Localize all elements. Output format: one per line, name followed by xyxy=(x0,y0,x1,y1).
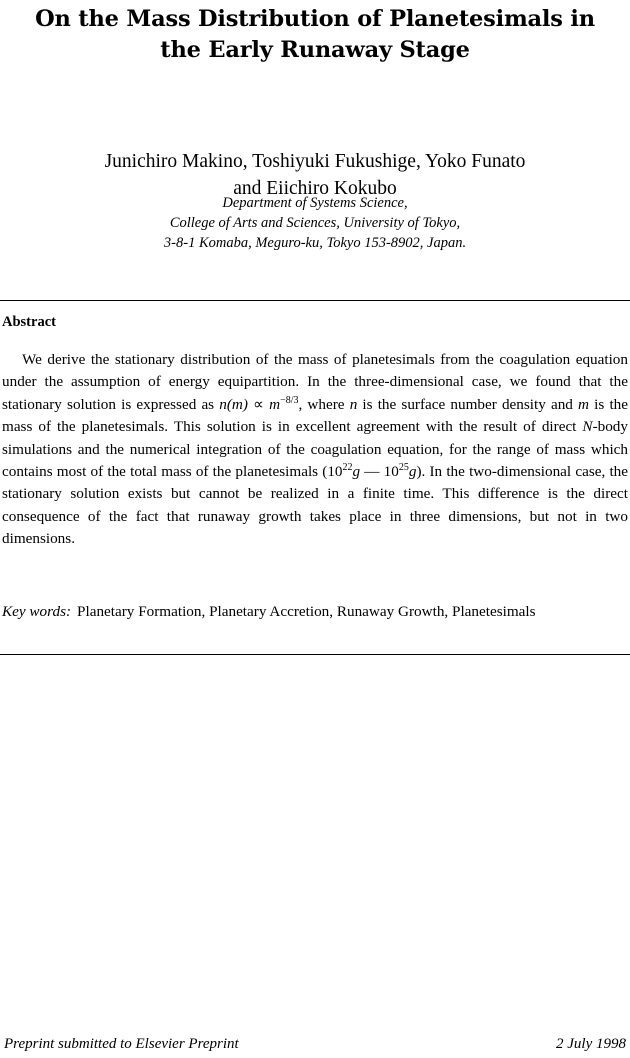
keywords-label: Key words: xyxy=(2,603,72,620)
abstract-text: — 10 xyxy=(360,463,399,481)
title-line-2: the Early Runaway Stage xyxy=(160,37,470,63)
paper-title xyxy=(0,4,630,66)
variable: m xyxy=(578,395,590,413)
variable: n xyxy=(349,395,358,413)
abstract-heading: Abstract xyxy=(2,314,56,330)
keywords xyxy=(2,601,628,623)
footer xyxy=(4,1036,626,1053)
title-line-1: On the Mass Distribution of Planetesimals in xyxy=(35,6,595,32)
top-rule xyxy=(0,300,630,301)
abstract-text: is the surface number density and xyxy=(357,395,579,413)
bottom-rule xyxy=(0,654,630,655)
footer-date: 2 July 1998 xyxy=(556,1036,626,1052)
abstract-text: We derive the stationary distribution of the mass of planetesimals from the coagulation equation under the assumption of energy equipartition. In the three-dimensional case, we found that the stationary solution is expressed as xyxy=(2,351,628,413)
abstract-text: ). In the two-dimensional case, the stationary solution exists but cannot be realized in a finite time. This difference is the direct consequence of the fact that runaway growth takes place in three dimensions, but not in two dimensions. xyxy=(2,463,629,548)
footer-left: Preprint submitted to Elsevier Preprint xyxy=(4,1036,239,1052)
abstract-body xyxy=(2,349,628,551)
exponent: 22 xyxy=(342,461,353,473)
variable: N xyxy=(582,418,593,436)
authors-line-1: Junichiro Makino, Toshiyuki Fukushige, Yoko Funato xyxy=(104,151,526,172)
exponent: −8/3 xyxy=(280,394,299,406)
formula: m xyxy=(269,395,281,413)
abstract-text: , where xyxy=(298,395,350,413)
abstract-text: -body simulations and the numerical integration of the coagulation equation, for the range of mass which contains most of the total mass of the planetesimals (10 xyxy=(2,418,628,481)
affiliation-line-2: College of Arts and Sciences, University of Tokyo, xyxy=(169,215,461,231)
unit: g xyxy=(408,463,417,481)
exponent: 25 xyxy=(398,461,409,473)
unit: g xyxy=(352,463,361,481)
formula: n(m) xyxy=(219,395,248,413)
affiliation xyxy=(0,193,630,253)
authors-line-2: and Eiichiro Kokubo xyxy=(233,178,397,199)
affiliation-line-3: 3-8-1 Komaba, Meguro-ku, Tokyo 153-8902, Japan. xyxy=(163,235,467,251)
affiliation-line-1: Department of Systems Science, xyxy=(222,195,408,211)
abstract-text: is the mass of the planetesimals. This solution is in excellent agreement with the result of direct xyxy=(2,395,628,436)
proportional-symbol: ∝ xyxy=(247,395,270,413)
keywords-text: Planetary Formation, Planetary Accretion, Runaway Growth, Planetesimals xyxy=(77,603,536,620)
